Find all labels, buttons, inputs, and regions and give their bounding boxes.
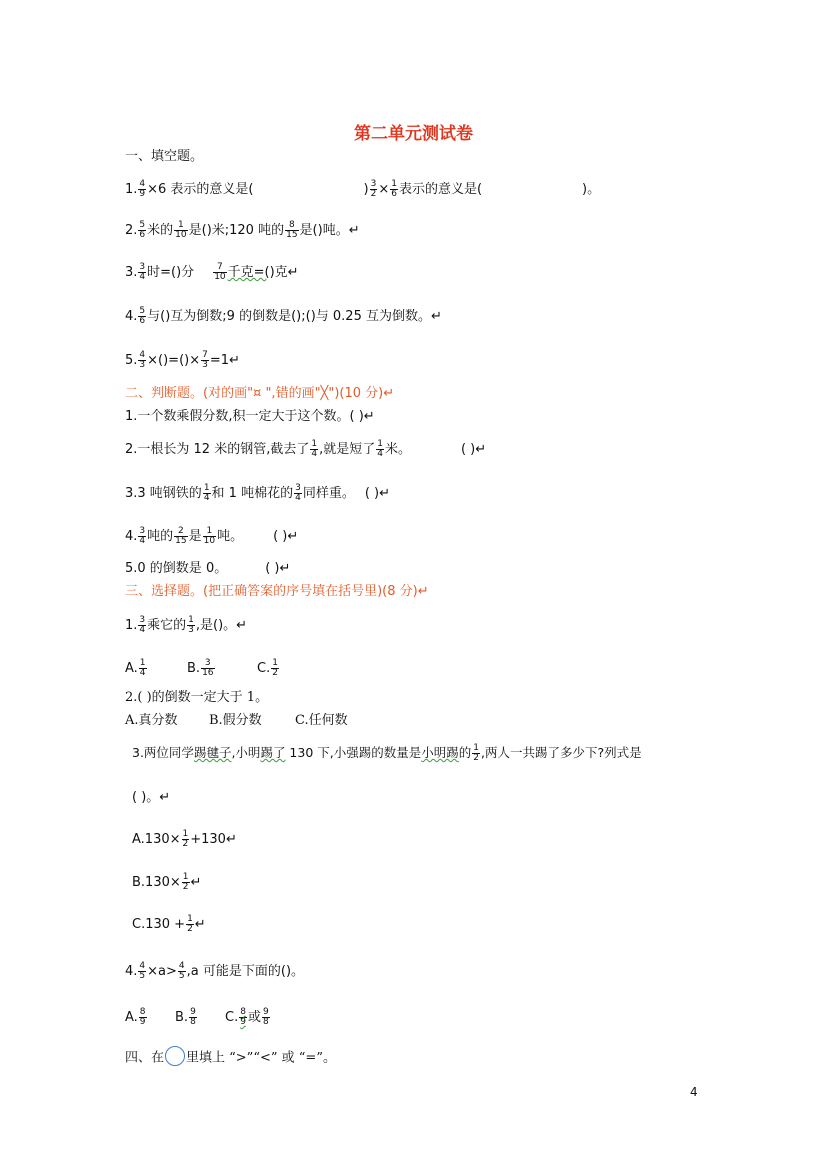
- fraction: $\frac{8}{15}$: [286, 220, 298, 240]
- fraction: $\frac{1}{10}$: [175, 220, 187, 240]
- page-number: 4: [690, 1085, 698, 1099]
- choice-3-option-b: B.130× $\frac{1}{2}$ ↵: [132, 872, 202, 892]
- fraction: $\frac{4}{5}$: [178, 961, 185, 981]
- choice-4: 4. $\frac{4}{5}$ ×a> $\frac{4}{5}$ ,a 可能是下面的()。: [125, 961, 305, 981]
- fraction: $\frac{1}{2}$: [182, 872, 189, 892]
- choice-1-options: A. $\frac{1}{4}$ B. $\frac{3}{16}$ C. $\frac{1}{2}$: [125, 658, 278, 678]
- fraction: $\frac{1}{6}$: [391, 179, 397, 199]
- fraction: $\frac{1}{2}$: [272, 658, 278, 678]
- fraction: $\frac{3}{2}$: [370, 179, 377, 199]
- fraction: $\frac{7}{10}$: [214, 262, 226, 282]
- fraction: $\frac{4}{5}$: [139, 961, 146, 981]
- question-fill-5: 5. $\frac{4}{3}$ ×()=()× $\frac{7}{3}$ =1↵: [125, 350, 240, 370]
- judge-2: 2.一根长为 12 米的钢管,截去了 $\frac{1}{4}$ ,就是短了 $\frac{1}{4}$ 米。 ( )↵: [125, 439, 487, 459]
- fraction: $\frac{3}{4}$: [139, 262, 146, 282]
- fraction: $\frac{8}{9}$: [139, 1007, 146, 1027]
- choice-3-blank: ( )。↵: [132, 790, 171, 805]
- fraction: $\frac{1}{4}$: [311, 439, 318, 459]
- fraction: $\frac{2}{15}$: [175, 526, 187, 546]
- fraction: $\frac{3}{4}$: [295, 483, 301, 503]
- fraction: $\frac{1}{4}$: [377, 439, 383, 459]
- section-2-heading: 二、判断题。(对的画"¤ ",错的画"╳")(10 分)↵: [125, 386, 395, 401]
- fraction: $\frac{1}{2}$: [187, 914, 193, 934]
- fraction: $\frac{7}{3}$: [202, 350, 208, 370]
- circle-icon: [165, 1046, 185, 1066]
- fraction: $\frac{1}{2}$: [473, 743, 479, 763]
- judge-5: 5.0 的倒数是 0。 ( )↵: [125, 561, 291, 576]
- judge-1: 1.一个数乘假分数,积一定大于这个数。( )↵: [125, 409, 375, 424]
- question-fill-2: 2. $\frac{5}{6}$ 米的 $\frac{1}{10}$ 是()米;120 吨的 $\frac{8}{15}$ 是()吨。↵: [125, 220, 360, 240]
- choice-2-options: A.真分数 B.假分数 C.任何数: [125, 713, 348, 728]
- fraction: $\frac{3}{16}$: [202, 658, 214, 678]
- section-3-heading: 三、选择题。(把正确答案的序号填在括号里)(8 分)↵: [125, 584, 429, 599]
- fraction: $\frac{5}{6}$: [139, 306, 146, 326]
- fraction: $\frac{4}{3}$: [139, 350, 146, 370]
- choice-2: 2.( )的倒数一定大于 1。: [125, 690, 269, 705]
- fraction: $\frac{8}{9}$: [240, 1007, 246, 1027]
- section-4-heading: 四、在 里填上 “>”“<” 或 “=”。: [125, 1048, 336, 1068]
- question-fill-1: 1. $\frac{4}{9}$ ×6 表示的意义是( ) $\frac{3}{2}$ × $\frac{1}{6}$ 表示的意义是( )。: [125, 179, 601, 199]
- page-title: 第二单元测试卷: [354, 124, 473, 144]
- fraction: $\frac{9}{8}$: [262, 1007, 269, 1027]
- choice-3: 3.两位同学踢毽子,小明踢了 130 下,小强踢的数量是小明踢的 $\frac{1}{2}$ ,两人一共踢了多少下?列式是: [132, 743, 642, 763]
- fraction: $\frac{1}{10}$: [203, 526, 216, 546]
- question-fill-3: 3. $\frac{3}{4}$ 时=()分 $\frac{7}{10}$ 千克=()克↵: [125, 262, 299, 282]
- fraction: $\frac{5}{6}$: [139, 220, 146, 240]
- fraction: $\frac{1}{3}$: [188, 615, 194, 635]
- section-1-heading: 一、填空题。: [125, 149, 204, 164]
- choice-4-options: A. $\frac{8}{9}$ B. $\frac{9}{8}$ C. $\frac{8}{9}$ 或 $\frac{9}{8}$: [125, 1007, 269, 1027]
- choice-3-option-c: C.130 + $\frac{1}{2}$ ↵: [132, 914, 206, 934]
- fraction: $\frac{9}{8}$: [190, 1007, 196, 1027]
- fraction: $\frac{3}{4}$: [139, 526, 146, 546]
- fraction: $\frac{1}{4}$: [203, 483, 210, 503]
- judge-4: 4. $\frac{3}{4}$ 吨的 $\frac{2}{15}$ 是 $\frac{1}{10}$ 吨。 ( )↵: [125, 526, 299, 546]
- judge-3: 3.3 吨钢铁的 $\frac{1}{4}$ 和 1 吨棉花的 $\frac{3}{4}$ 同样重。 ( )↵: [125, 483, 391, 503]
- fraction: $\frac{4}{9}$: [139, 179, 146, 199]
- fraction: $\frac{3}{4}$: [139, 615, 146, 635]
- choice-1: 1. $\frac{3}{4}$ 乘它的 $\frac{1}{3}$ ,是()。↵: [125, 615, 248, 635]
- question-fill-4: 4. $\frac{5}{6}$ 与()互为倒数;9 的倒数是();()与 0.25 互为倒数。↵: [125, 306, 442, 326]
- choice-3-option-a: A.130× $\frac{1}{2}$ +130↵: [132, 829, 237, 849]
- fraction: $\frac{1}{4}$: [139, 658, 146, 678]
- fraction: $\frac{1}{2}$: [182, 829, 189, 849]
